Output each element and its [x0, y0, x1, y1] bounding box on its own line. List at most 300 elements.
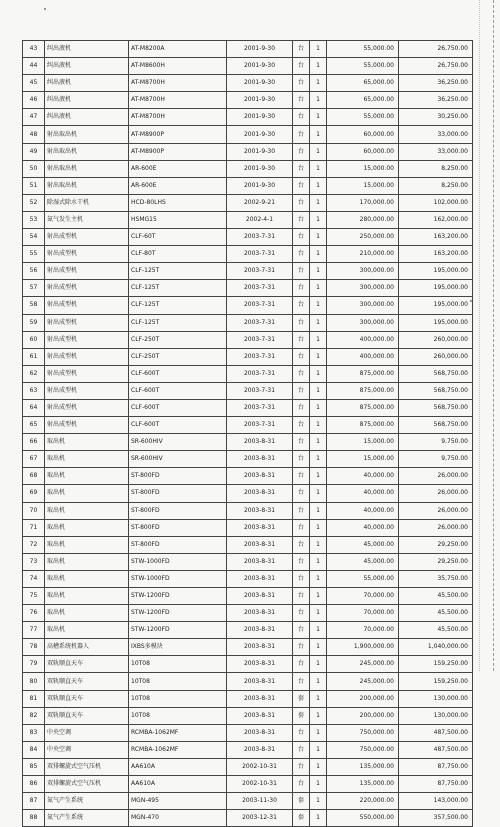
purchase-date-cell: 2003-7-31 [227, 246, 293, 263]
equipment-name-cell: 取出机 [45, 434, 129, 451]
purchase-date-cell: 2003-8-31 [227, 588, 293, 605]
model-cell: AT-M8700H [129, 109, 227, 126]
equipment-name-cell: 双轨顺直天车 [45, 707, 129, 724]
original-value-cell: 15,000.00 [327, 160, 399, 177]
model-cell: IXBS多模块 [129, 639, 227, 656]
model-cell: SR-600HIV [129, 434, 227, 451]
net-value-cell: 195,000.00 [399, 263, 473, 280]
purchase-date-cell: 2003-11-30 [227, 793, 293, 810]
original-value-cell: 200,000.00 [327, 707, 399, 724]
original-value-cell: 55,000.00 [327, 570, 399, 587]
original-value-cell: 40,000.00 [327, 468, 399, 485]
original-value-cell: 55,000.00 [327, 58, 399, 75]
net-value-cell: 36,250.00 [399, 92, 473, 109]
unit-cell: 台 [293, 41, 310, 58]
row-number-cell: 67 [23, 451, 45, 468]
row-number-cell: 65 [23, 417, 45, 434]
row-number-cell: 79 [23, 656, 45, 673]
purchase-date-cell: 2003-8-31 [227, 656, 293, 673]
equipment-name-cell: 纠出液机 [45, 92, 129, 109]
model-cell: AT-M8900P [129, 143, 227, 160]
purchase-date-cell: 2002-10-31 [227, 776, 293, 793]
table-row [23, 211, 473, 228]
model-cell: AT-M8600H [129, 58, 227, 75]
table-row [23, 41, 473, 58]
net-value-cell: 102,000.00 [399, 194, 473, 211]
row-number-cell: 57 [23, 280, 45, 297]
equipment-name-cell: 纠出液机 [45, 75, 129, 92]
model-cell: CLF-600T [129, 382, 227, 399]
unit-cell: 台 [293, 92, 310, 109]
purchase-date-cell: 2003-8-31 [227, 536, 293, 553]
unit-cell: 台 [293, 177, 310, 194]
table-row [23, 143, 473, 160]
unit-cell: 套 [293, 810, 310, 827]
original-value-cell: 210,000.00 [327, 246, 399, 263]
unit-cell: 台 [293, 229, 310, 246]
table-row [23, 75, 473, 92]
unit-cell: 台 [293, 365, 310, 382]
table-row [23, 639, 473, 656]
net-value-cell: 9,750.00 [399, 451, 473, 468]
model-cell: AT-M8200A [129, 41, 227, 58]
original-value-cell: 40,000.00 [327, 502, 399, 519]
equipment-name-cell: 射出成型机 [45, 417, 129, 434]
net-value-cell: 130,000.00 [399, 707, 473, 724]
model-cell: HCD-80LHS [129, 194, 227, 211]
equipment-name-cell: 射出成型机 [45, 280, 129, 297]
net-value-cell: 26,000.00 [399, 485, 473, 502]
quantity-cell: 1 [310, 741, 327, 758]
row-number-cell: 78 [23, 639, 45, 656]
model-cell: AR-600E [129, 160, 227, 177]
model-cell: RCMBA-1062MF [129, 724, 227, 741]
net-value-cell: 26,750.00 [399, 58, 473, 75]
quantity-cell: 1 [310, 673, 327, 690]
row-number-cell: 73 [23, 553, 45, 570]
unit-cell: 台 [293, 639, 310, 656]
equipment-name-cell: 中央空调 [45, 741, 129, 758]
equipment-name-cell: 射出取出机 [45, 160, 129, 177]
original-value-cell: 65,000.00 [327, 75, 399, 92]
asset-list-sheet [22, 40, 472, 827]
quantity-cell: 1 [310, 553, 327, 570]
quantity-cell: 1 [310, 758, 327, 775]
equipment-name-cell: 射出成型机 [45, 314, 129, 331]
quantity-cell: 1 [310, 399, 327, 416]
unit-cell: 台 [293, 211, 310, 228]
model-cell: RCMBA-1062MF [129, 741, 227, 758]
quantity-cell: 1 [310, 177, 327, 194]
equipment-name-cell: 射出成型机 [45, 382, 129, 399]
purchase-date-cell: 2003-8-31 [227, 622, 293, 639]
row-number-cell: 56 [23, 263, 45, 280]
unit-cell: 套 [293, 690, 310, 707]
model-cell: AT-M8900P [129, 126, 227, 143]
model-cell: CLF-80T [129, 246, 227, 263]
net-value-cell: 568,750.00 [399, 365, 473, 382]
equipment-name-cell: 取出机 [45, 622, 129, 639]
table-row [23, 724, 473, 741]
table-row [23, 502, 473, 519]
unit-cell: 台 [293, 434, 310, 451]
net-value-cell: 87,750.00 [399, 776, 473, 793]
original-value-cell: 750,000.00 [327, 741, 399, 758]
model-cell: CLF-60T [129, 229, 227, 246]
unit-cell: 台 [293, 553, 310, 570]
table-row [23, 434, 473, 451]
unit-cell: 台 [293, 570, 310, 587]
unit-cell: 台 [293, 126, 310, 143]
net-value-cell: 568,750.00 [399, 382, 473, 399]
net-value-cell: 87,750.00 [399, 758, 473, 775]
purchase-date-cell: 2001-9-30 [227, 177, 293, 194]
quantity-cell: 1 [310, 160, 327, 177]
table-row [23, 194, 473, 211]
equipment-name-cell: 氮气产生系统 [45, 810, 129, 827]
table-row [23, 331, 473, 348]
row-number-cell: 55 [23, 246, 45, 263]
original-value-cell: 300,000.00 [327, 297, 399, 314]
net-value-cell: 1,040,000.00 [399, 639, 473, 656]
purchase-date-cell: 2001-9-30 [227, 126, 293, 143]
purchase-date-cell: 2003-12-31 [227, 810, 293, 827]
model-cell: AT-M8700H [129, 92, 227, 109]
net-value-cell: 487,500.00 [399, 741, 473, 758]
purchase-date-cell: 2001-9-30 [227, 160, 293, 177]
original-value-cell: 45,000.00 [327, 553, 399, 570]
net-value-cell: 357,500.00 [399, 810, 473, 827]
model-cell: ST-800FD [129, 536, 227, 553]
purchase-date-cell: 2003-8-31 [227, 519, 293, 536]
model-cell: MGN-495 [129, 793, 227, 810]
net-value-cell: 163,200.00 [399, 229, 473, 246]
table-row [23, 160, 473, 177]
original-value-cell: 550,000.00 [327, 810, 399, 827]
table-row [23, 468, 473, 485]
purchase-date-cell: 2003-7-31 [227, 229, 293, 246]
original-value-cell: 1,900,000.00 [327, 639, 399, 656]
model-cell: ST-800FD [129, 502, 227, 519]
original-value-cell: 55,000.00 [327, 109, 399, 126]
original-value-cell: 70,000.00 [327, 605, 399, 622]
quantity-cell: 1 [310, 570, 327, 587]
row-number-cell: 63 [23, 382, 45, 399]
quantity-cell: 1 [310, 468, 327, 485]
equipment-name-cell: 射出成型机 [45, 263, 129, 280]
unit-cell: 台 [293, 348, 310, 365]
row-number-cell: 71 [23, 519, 45, 536]
table-row [23, 656, 473, 673]
unit-cell: 台 [293, 194, 310, 211]
row-number-cell: 69 [23, 485, 45, 502]
net-value-cell: 33,000.00 [399, 143, 473, 160]
table-row [23, 622, 473, 639]
original-value-cell: 245,000.00 [327, 673, 399, 690]
purchase-date-cell: 2003-8-31 [227, 741, 293, 758]
row-number-cell: 68 [23, 468, 45, 485]
quantity-cell: 1 [310, 519, 327, 536]
model-cell: STW-1200FD [129, 588, 227, 605]
original-value-cell: 60,000.00 [327, 143, 399, 160]
table-row [23, 553, 473, 570]
table-row [23, 109, 473, 126]
unit-cell: 台 [293, 314, 310, 331]
quantity-cell: 1 [310, 365, 327, 382]
row-number-cell: 58 [23, 297, 45, 314]
original-value-cell: 250,000.00 [327, 229, 399, 246]
quantity-cell: 1 [310, 143, 327, 160]
row-number-cell: 59 [23, 314, 45, 331]
unit-cell: 台 [293, 109, 310, 126]
table-row [23, 570, 473, 587]
original-value-cell: 65,000.00 [327, 92, 399, 109]
quantity-cell: 1 [310, 41, 327, 58]
asset-table-body [23, 41, 473, 827]
net-value-cell: 29,250.00 [399, 536, 473, 553]
equipment-name-cell: 取出机 [45, 553, 129, 570]
table-row [23, 399, 473, 416]
equipment-name-cell: 高槽系统机器人 [45, 639, 129, 656]
quantity-cell: 1 [310, 263, 327, 280]
table-row [23, 348, 473, 365]
equipment-name-cell: 取出机 [45, 588, 129, 605]
table-row [23, 58, 473, 75]
net-value-cell: 260,000.00 [399, 331, 473, 348]
model-cell: STW-1000FD [129, 570, 227, 587]
model-cell: AA610A [129, 758, 227, 775]
unit-cell: 台 [293, 605, 310, 622]
equipment-name-cell: 双排螺旋式空气压机 [45, 758, 129, 775]
model-cell: STW-1000FD [129, 553, 227, 570]
purchase-date-cell: 2003-8-31 [227, 502, 293, 519]
purchase-date-cell: 2003-7-31 [227, 263, 293, 280]
row-number-cell: 61 [23, 348, 45, 365]
original-value-cell: 280,000.00 [327, 211, 399, 228]
net-value-cell: 29,250.00 [399, 553, 473, 570]
net-value-cell: 159,250.00 [399, 656, 473, 673]
quantity-cell: 1 [310, 229, 327, 246]
unit-cell: 台 [293, 399, 310, 416]
quantity-cell: 1 [310, 588, 327, 605]
quantity-cell: 1 [310, 605, 327, 622]
model-cell: HSMG15 [129, 211, 227, 228]
equipment-name-cell: 取出机 [45, 485, 129, 502]
original-value-cell: 15,000.00 [327, 434, 399, 451]
row-number-cell: 43 [23, 41, 45, 58]
purchase-date-cell: 2003-8-31 [227, 485, 293, 502]
unit-cell: 台 [293, 160, 310, 177]
purchase-date-cell: 2002-4-1 [227, 211, 293, 228]
quantity-cell: 1 [310, 348, 327, 365]
quantity-cell: 1 [310, 211, 327, 228]
model-cell: ST-800FD [129, 519, 227, 536]
equipment-name-cell: 纠出液机 [45, 109, 129, 126]
original-value-cell: 40,000.00 [327, 485, 399, 502]
quantity-cell: 1 [310, 314, 327, 331]
equipment-name-cell: 取出机 [45, 605, 129, 622]
unit-cell: 台 [293, 246, 310, 263]
quantity-cell: 1 [310, 331, 327, 348]
row-number-cell: 48 [23, 126, 45, 143]
row-number-cell: 66 [23, 434, 45, 451]
net-value-cell: 26,000.00 [399, 502, 473, 519]
original-value-cell: 40,000.00 [327, 519, 399, 536]
quantity-cell: 1 [310, 656, 327, 673]
original-value-cell: 55,000.00 [327, 41, 399, 58]
unit-cell: 台 [293, 382, 310, 399]
equipment-name-cell: 除湿式除水干机 [45, 194, 129, 211]
net-value-cell: 162,000.00 [399, 211, 473, 228]
row-number-cell: 87 [23, 793, 45, 810]
purchase-date-cell: 2003-8-31 [227, 639, 293, 656]
original-value-cell: 15,000.00 [327, 177, 399, 194]
purchase-date-cell: 2003-7-31 [227, 331, 293, 348]
original-value-cell: 245,000.00 [327, 656, 399, 673]
unit-cell: 台 [293, 741, 310, 758]
quantity-cell: 1 [310, 639, 327, 656]
purchase-date-cell: 2003-7-31 [227, 399, 293, 416]
row-number-cell: 70 [23, 502, 45, 519]
purchase-date-cell: 2003-7-31 [227, 365, 293, 382]
model-cell: 10T08 [129, 707, 227, 724]
net-value-cell: 30,250.00 [399, 109, 473, 126]
table-row [23, 690, 473, 707]
row-number-cell: 85 [23, 758, 45, 775]
net-value-cell: 36,250.00 [399, 75, 473, 92]
equipment-name-cell: 双轨顺直天车 [45, 690, 129, 707]
quantity-cell: 1 [310, 451, 327, 468]
equipment-name-cell: 纠出液机 [45, 41, 129, 58]
net-value-cell: 35,750.00 [399, 570, 473, 587]
net-value-cell: 487,500.00 [399, 724, 473, 741]
purchase-date-cell: 2003-8-31 [227, 468, 293, 485]
model-cell: 10T08 [129, 673, 227, 690]
purchase-date-cell: 2003-8-31 [227, 451, 293, 468]
model-cell: ST-800FD [129, 468, 227, 485]
table-row [23, 451, 473, 468]
original-value-cell: 70,000.00 [327, 622, 399, 639]
row-number-cell: 88 [23, 810, 45, 827]
unit-cell: 台 [293, 280, 310, 297]
original-value-cell: 300,000.00 [327, 263, 399, 280]
purchase-date-cell: 2001-9-30 [227, 58, 293, 75]
original-value-cell: 220,000.00 [327, 793, 399, 810]
quantity-cell: 1 [310, 92, 327, 109]
row-number-cell: 50 [23, 160, 45, 177]
equipment-name-cell: 射出成型机 [45, 399, 129, 416]
purchase-date-cell: 2001-9-30 [227, 75, 293, 92]
purchase-date-cell: 2003-8-31 [227, 570, 293, 587]
unit-cell: 台 [293, 656, 310, 673]
unit-cell: 台 [293, 673, 310, 690]
quantity-cell: 1 [310, 280, 327, 297]
purchase-date-cell: 2003-8-31 [227, 724, 293, 741]
model-cell: MGN-470 [129, 810, 227, 827]
equipment-name-cell: 射出成型机 [45, 348, 129, 365]
net-value-cell: 26,000.00 [399, 519, 473, 536]
quantity-cell: 1 [310, 622, 327, 639]
net-value-cell: 195,000.00 [399, 280, 473, 297]
quantity-cell: 1 [310, 690, 327, 707]
model-cell: AR-600E [129, 177, 227, 194]
net-value-cell: 195,000.00 [399, 314, 473, 331]
equipment-name-cell: 射出成型机 [45, 246, 129, 263]
purchase-date-cell: 2003-7-31 [227, 382, 293, 399]
table-row [23, 605, 473, 622]
unit-cell: 台 [293, 297, 310, 314]
original-value-cell: 300,000.00 [327, 280, 399, 297]
unit-cell: 台 [293, 622, 310, 639]
quantity-cell: 1 [310, 776, 327, 793]
quantity-cell: 1 [310, 793, 327, 810]
purchase-date-cell: 2001-9-30 [227, 92, 293, 109]
table-row [23, 314, 473, 331]
unit-cell: 台 [293, 58, 310, 75]
equipment-name-cell: 射出成型机 [45, 297, 129, 314]
purchase-date-cell: 2002-9-21 [227, 194, 293, 211]
original-value-cell: 300,000.00 [327, 314, 399, 331]
model-cell: SR-600HIV [129, 451, 227, 468]
equipment-name-cell: 双轨顺直天车 [45, 673, 129, 690]
quantity-cell: 1 [310, 194, 327, 211]
equipment-name-cell: 射出取出机 [45, 143, 129, 160]
unit-cell: 台 [293, 776, 310, 793]
model-cell: 10T08 [129, 656, 227, 673]
original-value-cell: 875,000.00 [327, 365, 399, 382]
row-number-cell: 76 [23, 605, 45, 622]
row-number-cell: 86 [23, 776, 45, 793]
row-number-cell: 52 [23, 194, 45, 211]
row-number-cell: 77 [23, 622, 45, 639]
original-value-cell: 15,000.00 [327, 451, 399, 468]
unit-cell: 台 [293, 502, 310, 519]
row-number-cell: 53 [23, 211, 45, 228]
equipment-name-cell: 取出机 [45, 502, 129, 519]
original-value-cell: 170,000.00 [327, 194, 399, 211]
row-number-cell: 62 [23, 365, 45, 382]
row-number-cell: 49 [23, 143, 45, 160]
purchase-date-cell: 2003-8-31 [227, 673, 293, 690]
unit-cell: 台 [293, 519, 310, 536]
table-row [23, 417, 473, 434]
original-value-cell: 70,000.00 [327, 588, 399, 605]
asset-table [22, 40, 473, 827]
table-row [23, 126, 473, 143]
table-row [23, 536, 473, 553]
unit-cell: 台 [293, 451, 310, 468]
unit-cell: 台 [293, 331, 310, 348]
equipment-name-cell: 中央空调 [45, 724, 129, 741]
model-cell: CLF-250T [129, 348, 227, 365]
purchase-date-cell: 2003-8-31 [227, 707, 293, 724]
quantity-cell: 1 [310, 434, 327, 451]
purchase-date-cell: 2002-10-31 [227, 758, 293, 775]
row-number-cell: 45 [23, 75, 45, 92]
table-row [23, 588, 473, 605]
model-cell: CLF-125T [129, 297, 227, 314]
table-row [23, 776, 473, 793]
model-cell: AA610A [129, 776, 227, 793]
purchase-date-cell: 2003-7-31 [227, 417, 293, 434]
net-value-cell: 33,000.00 [399, 126, 473, 143]
equipment-name-cell: 双轨顺直天车 [45, 656, 129, 673]
purchase-date-cell: 2003-7-31 [227, 297, 293, 314]
model-cell: STW-1200FD [129, 605, 227, 622]
net-value-cell: 8,250.00 [399, 160, 473, 177]
row-number-cell: 75 [23, 588, 45, 605]
unit-cell: 台 [293, 143, 310, 160]
